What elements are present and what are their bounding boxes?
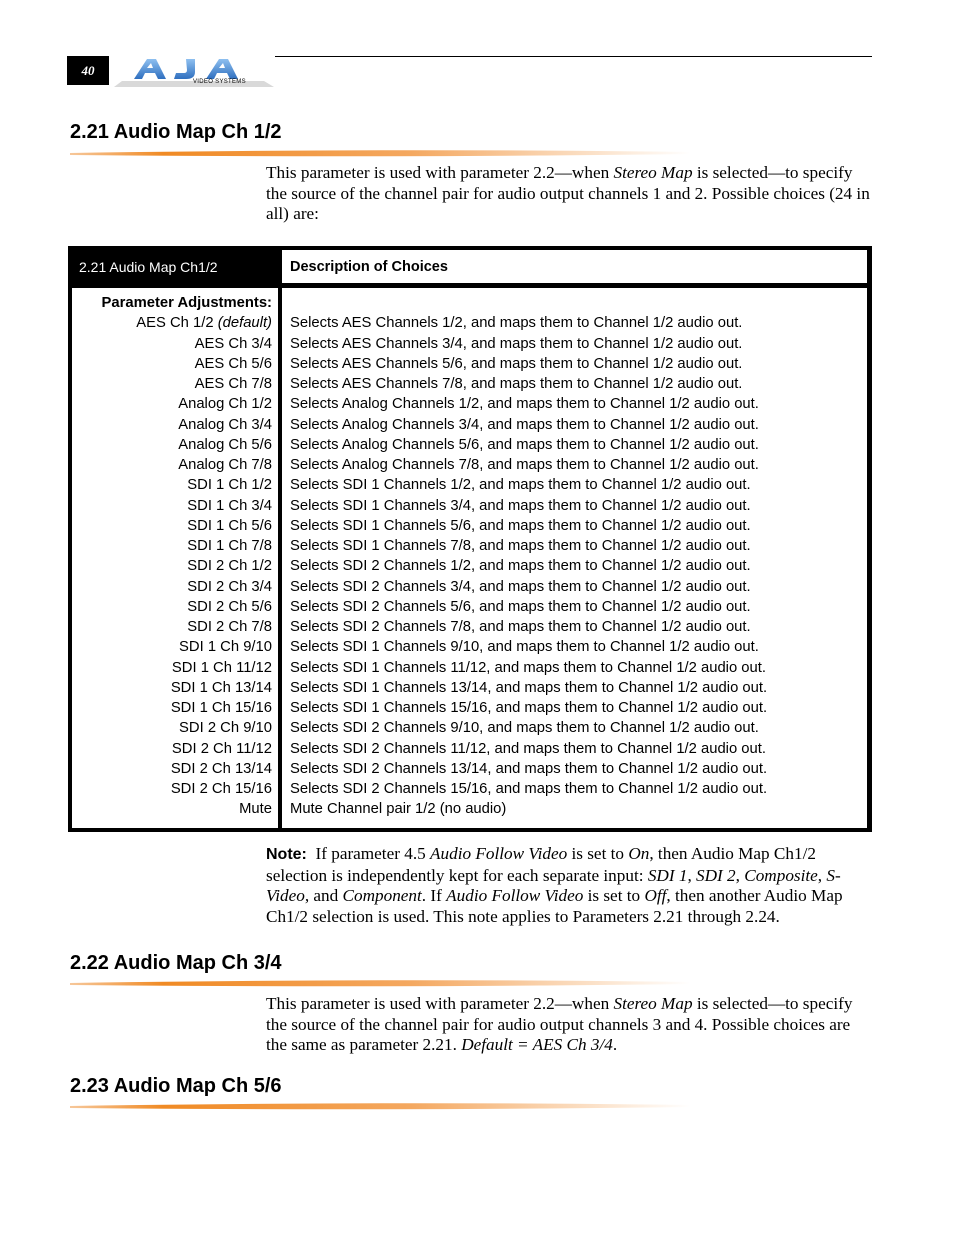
- choice-description: Selects SDI 2 Channels 11/12, and maps them to Channel 1/2 audio out.: [290, 740, 766, 757]
- parameter-option: Analog Ch 5/6: [178, 436, 272, 453]
- note-label: Note:: [266, 846, 307, 863]
- choice-description: Selects AES Channels 7/8, and maps them to Channel 1/2 audio out.: [290, 376, 743, 392]
- choice-description: Selects AES Channels 5/6, and maps them to Channel 1/2 audio out.: [290, 355, 743, 372]
- parameter-option: AES Ch 1/2 (default): [136, 315, 272, 332]
- parameter-option: SDI 2 Ch 9/10: [179, 720, 272, 737]
- parameter-option: SDI 2 Ch 1/2: [187, 558, 272, 575]
- parameter-column: [72, 288, 278, 828]
- header-rule: [275, 56, 872, 57]
- page-number: 40: [67, 56, 109, 85]
- choice-description: Selects AES Channels 1/2, and maps them to Channel 1/2 audio out.: [290, 315, 743, 332]
- choice-description: Selects Analog Channels 7/8, and maps them to Channel 1/2 audio out.: [290, 457, 759, 473]
- parameter-option: AES Ch 3/4: [194, 335, 272, 352]
- note-text: If parameter 4.5 Audio Follow Video is set to On, then Audio Map Ch1/2 selection is independently kept for each separate input: SDI 1, SDI 2, Composite, S-Video, and Component. If Audio Follow Video is set to Off, then another Audio Map Ch1/2 selection is used. This note applies to Parameters 2.21 through 2.24.: [266, 844, 843, 926]
- section-intro-2-22: This parameter is used with parameter 2.2—when Stereo Map is selected—to specify the source of the channel pair for audio output channels 3 and 4. Possible choices are the same as parameter 2.21. Default = AES Ch 3/4.: [266, 994, 853, 1054]
- section-divider-swoosh: [70, 149, 690, 158]
- parameter-option: SDI 1 Ch 1/2: [187, 477, 272, 494]
- parameter-option: SDI 2 Ch 3/4: [187, 578, 272, 595]
- choice-description: Selects SDI 2 Channels 7/8, and maps them to Channel 1/2 audio out.: [290, 619, 751, 635]
- choice-description: Selects SDI 1 Channels 9/10, and maps them to Channel 1/2 audio out.: [290, 639, 759, 656]
- section-title-2-22: 2.22 Audio Map Ch 3/4: [70, 952, 282, 974]
- choice-description: Selects AES Channels 3/4, and maps them to Channel 1/2 audio out.: [290, 335, 743, 352]
- note-paragraph: [266, 844, 872, 927]
- parameter-option: SDI 1 Ch 15/16: [170, 700, 272, 716]
- choice-description: Selects Analog Channels 5/6, and maps them to Channel 1/2 audio out.: [290, 436, 759, 453]
- section-intro-2-21: This parameter is used with parameter 2.2—when Stereo Map is selected—to specify the source of the channel pair for audio output channels 1 and 2. Possible choices (24 in all) are:: [266, 163, 870, 223]
- parameter-option: SDI 2 Ch 7/8: [187, 619, 272, 635]
- description-spacer: [290, 293, 867, 313]
- choice-description: Selects SDI 1 Channels 1/2, and maps them to Channel 1/2 audio out.: [290, 477, 751, 494]
- parameter-option: SDI 2 Ch 13/14: [170, 760, 272, 777]
- section-divider-swoosh: [70, 979, 690, 988]
- choice-description: Selects SDI 1 Channels 11/12, and maps them to Channel 1/2 audio out.: [290, 659, 766, 676]
- section-divider-swoosh: [70, 1102, 690, 1111]
- table-header-parameter: 2.21 Audio Map Ch1/2: [72, 250, 278, 283]
- parameter-option: SDI 1 Ch 11/12: [171, 659, 272, 676]
- parameter-option: SDI 1 Ch 9/10: [179, 639, 272, 656]
- choice-description: Selects SDI 2 Channels 9/10, and maps them to Channel 1/2 audio out.: [290, 720, 759, 737]
- parameter-option: SDI 2 Ch 5/6: [187, 598, 272, 615]
- choice-description: Selects SDI 2 Channels 15/16, and maps them to Channel 1/2 audio out.: [290, 781, 768, 797]
- choice-description: Selects SDI 1 Channels 5/6, and maps them to Channel 1/2 audio out.: [290, 517, 751, 534]
- section-title-2-23: 2.23 Audio Map Ch 5/6: [70, 1075, 282, 1097]
- parameter-option: SDI 2 Ch 11/12: [171, 740, 272, 757]
- parameter-option: Analog Ch 1/2: [178, 396, 272, 413]
- default-marker: (default): [213, 315, 272, 332]
- choice-description: Selects SDI 2 Channels 3/4, and maps them to Channel 1/2 audio out.: [290, 578, 751, 595]
- section-title-2-21: 2.21 Audio Map Ch 1/2: [70, 121, 282, 143]
- choice-description: Selects SDI 2 Channels 5/6, and maps them to Channel 1/2 audio out.: [290, 598, 751, 615]
- parameter-option: Mute: [239, 801, 272, 818]
- parameter-option: AES Ch 7/8: [194, 376, 272, 392]
- choice-description: Selects SDI 1 Channels 15/16, and maps them to Channel 1/2 audio out.: [290, 700, 768, 716]
- choice-description: Selects Analog Channels 1/2, and maps them to Channel 1/2 audio out.: [290, 396, 759, 413]
- parameter-adjustments-label: Parameter Adjustments:: [101, 295, 272, 311]
- parameter-option: SDI 1 Ch 7/8: [187, 538, 272, 554]
- choice-description: Selects SDI 1 Channels 7/8, and maps them to Channel 1/2 audio out.: [290, 538, 751, 554]
- choice-description: Selects Analog Channels 3/4, and maps them to Channel 1/2 audio out.: [290, 416, 759, 433]
- choice-description: Selects SDI 2 Channels 13/14, and maps them to Channel 1/2 audio out.: [290, 760, 768, 777]
- parameter-option: SDI 1 Ch 3/4: [187, 497, 272, 514]
- choice-description: Selects SDI 2 Channels 1/2, and maps them to Channel 1/2 audio out.: [290, 558, 751, 575]
- choice-description: Selects SDI 1 Channels 13/14, and maps them to Channel 1/2 audio out.: [290, 679, 768, 696]
- parameter-option: Analog Ch 7/8: [178, 457, 272, 473]
- parameter-option: SDI 1 Ch 13/14: [170, 679, 272, 696]
- parameter-option: Analog Ch 3/4: [178, 416, 272, 433]
- choice-description: Selects SDI 1 Channels 3/4, and maps them to Channel 1/2 audio out.: [290, 497, 751, 514]
- description-column: [282, 288, 867, 828]
- parameter-option: AES Ch 5/6: [194, 355, 272, 372]
- audio-map-table: [68, 246, 872, 832]
- choice-description: Mute Channel pair 1/2 (no audio): [290, 801, 507, 818]
- parameter-option: SDI 1 Ch 5/6: [187, 517, 272, 534]
- parameter-option: SDI 2 Ch 15/16: [170, 781, 272, 797]
- table-header-description: Description of Choices: [282, 250, 867, 283]
- logo-subtitle: VIDEO SYSTEMS: [193, 79, 246, 85]
